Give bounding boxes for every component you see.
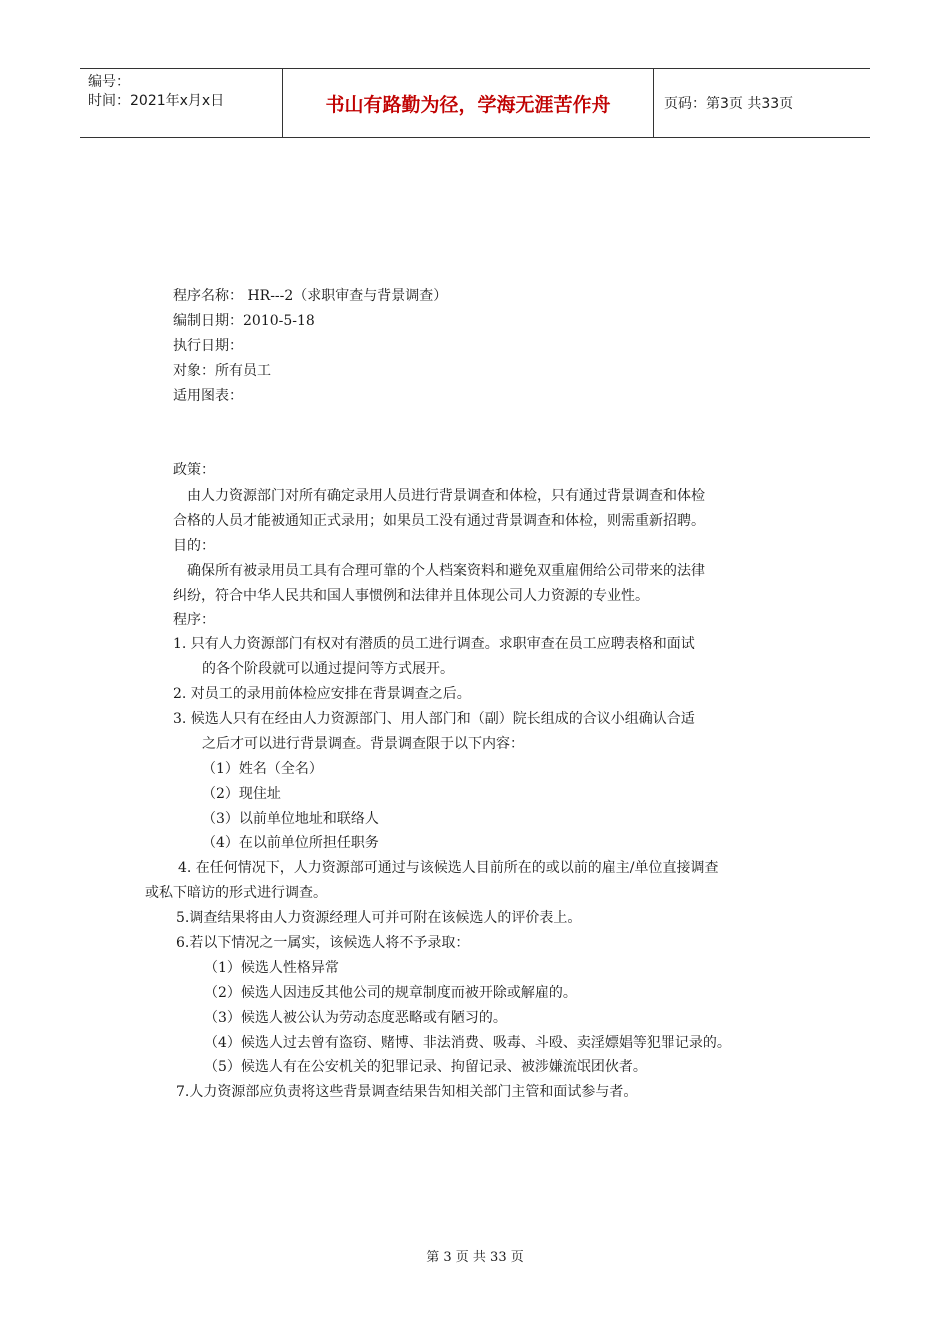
section-heading-policy: 政策： bbox=[173, 462, 215, 478]
section-heading-purpose: 目的： bbox=[173, 538, 215, 554]
sub-list-item: （3）候选人被公认为劳动态度恶略或有陋习的。 bbox=[204, 1010, 507, 1026]
sub-list-item: （2）候选人因违反其他公司的规章制度而被开除或解雇的。 bbox=[204, 985, 577, 1001]
page-header bbox=[80, 68, 870, 138]
list-item-continuation: 的各个阶段就可以通过提问等方式展开。 bbox=[202, 661, 454, 677]
section-heading-procedure: 程序： bbox=[173, 612, 215, 628]
sub-list-item: （4）候选人过去曾有盗窃、赌博、非法消费、吸毒、斗殴、卖淫嫖娼等犯罪记录的。 bbox=[204, 1035, 731, 1051]
sub-list-item: （1）候选人性格异常 bbox=[204, 960, 339, 976]
applicable-charts: 适用图表： bbox=[173, 388, 243, 404]
list-item: 5.调查结果将由人力资源经理人可并可附在该候选人的评价表上。 bbox=[176, 910, 582, 926]
program-name: 程序名称： HR---2（求职审查与背景调查） bbox=[173, 288, 448, 304]
paragraph-line: 确保所有被录用员工具有合理可靠的个人档案资料和避免双重雇佣给公司带来的法律 bbox=[187, 563, 705, 579]
compile-date: 编制日期：2010-5-18 bbox=[173, 313, 315, 329]
list-item: 2. 对员工的录用前体检应安排在背景调查之后。 bbox=[173, 686, 471, 702]
target-audience: 对象：所有员工 bbox=[173, 363, 271, 379]
sub-list-item: （5）候选人有在公安机关的犯罪记录、拘留记录、被涉嫌流氓团伙者。 bbox=[204, 1059, 647, 1075]
header-page-info: 页码：第3页 共33页 bbox=[664, 96, 794, 112]
page-footer: 第 3 页 共 33 页 bbox=[426, 1250, 524, 1265]
paragraph-line: 由人力资源部门对所有确定录用人员进行背景调查和体检，只有通过背景调查和体检 bbox=[187, 488, 705, 504]
document-code-label: 编号： bbox=[88, 74, 130, 90]
document-date: 时间：2021年x月x日 bbox=[88, 93, 225, 109]
sub-list-item: （3）以前单位地址和联络人 bbox=[202, 811, 379, 827]
paragraph-line: 纠纷，符合中华人民共和国人事惯例和法律并且体现公司人力资源的专业性。 bbox=[173, 588, 649, 604]
header-left-cell bbox=[80, 69, 282, 137]
sub-list-item: （2）现住址 bbox=[202, 786, 281, 802]
sub-list-item: （1）姓名（全名） bbox=[202, 761, 323, 777]
sub-list-item: （4）在以前单位所担任职务 bbox=[202, 835, 379, 851]
list-item: 7.人力资源部应负责将这些背景调查结果告知相关部门主管和面试参与者。 bbox=[176, 1084, 638, 1100]
list-item: 3. 候选人只有在经由人力资源部门、用人部门和（副）院长组成的合议小组确认合适 bbox=[173, 711, 695, 727]
list-item: 1. 只有人力资源部门有权对有潜质的员工进行调查。求职审查在员工应聘表格和面试 bbox=[173, 636, 695, 652]
list-item-continuation: 之后才可以进行背景调查。背景调查限于以下内容： bbox=[202, 736, 524, 752]
list-item: 4. 在任何情况下，人力资源部可通过与该候选人目前所在的或以前的雇主/单位直接调查 bbox=[178, 860, 719, 876]
header-motto: 书山有路勤为径，学海无涯苦作舟 bbox=[282, 69, 654, 137]
list-item: 6.若以下情况之一属实，该候选人将不予录取： bbox=[176, 935, 470, 951]
paragraph-line: 合格的人员才能被通知正式录用；如果员工没有通过背景调查和体检，则需重新招聘。 bbox=[173, 513, 705, 529]
list-item-continuation: 或私下暗访的形式进行调查。 bbox=[145, 885, 327, 901]
execution-date: 执行日期： bbox=[173, 338, 243, 354]
